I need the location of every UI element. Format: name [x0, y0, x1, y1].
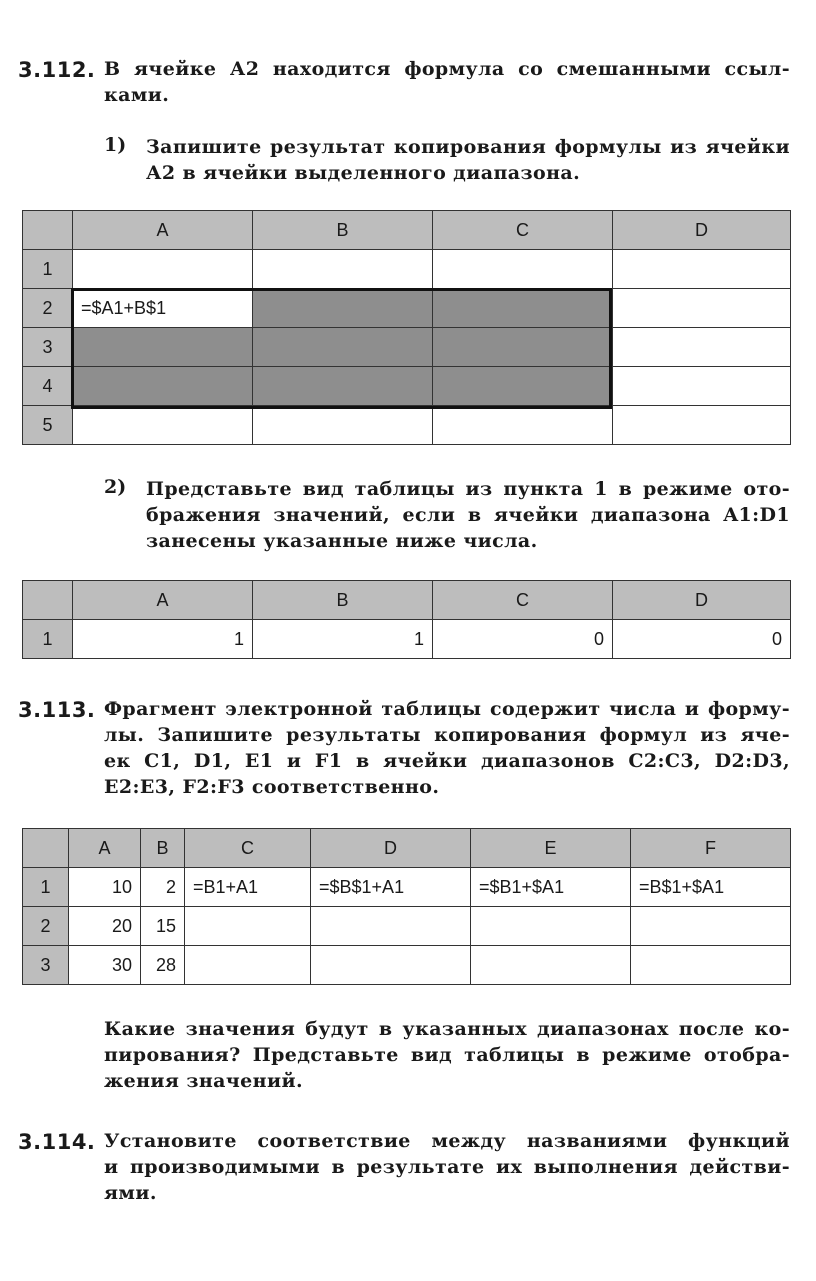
problem-number-3-113: 3.113.: [18, 698, 96, 722]
column-header: A: [73, 211, 253, 250]
selected-cell: [253, 328, 433, 367]
selected-cell: [433, 328, 613, 367]
row-header: 3: [23, 328, 73, 367]
text-line: А2 в ячейки выделенного диапазона.: [146, 162, 581, 184]
text-line: Какие значения будут в указанных диапазонах после ко-: [104, 1018, 790, 1040]
cell: 28: [141, 946, 185, 985]
problem-3-114-text: [104, 1128, 790, 1206]
cell: [613, 250, 791, 289]
row-header: 3: [23, 946, 69, 985]
text-line: ями.: [104, 1182, 157, 1204]
cell: =$B$1+A1: [311, 868, 471, 907]
corner-cell: [23, 581, 73, 620]
column-header: F: [631, 829, 791, 868]
cell: [631, 946, 791, 985]
cell: =B$1+$A1: [631, 868, 791, 907]
cell: 2: [141, 868, 185, 907]
cell: [433, 250, 613, 289]
column-header: C: [433, 211, 613, 250]
cell: [613, 289, 791, 328]
cell: [471, 907, 631, 946]
item-number-1: 1): [104, 134, 127, 156]
spreadsheet-table-3: [22, 828, 791, 985]
cell: [311, 907, 471, 946]
text-line: Установите соответствие между названиями функций: [104, 1130, 790, 1152]
row-header: 2: [23, 289, 73, 328]
column-header: C: [433, 581, 613, 620]
cell: [253, 250, 433, 289]
problem-number-3-112: 3.112.: [18, 58, 96, 82]
item-2-text: [146, 476, 790, 554]
row-header: 2: [23, 907, 69, 946]
text-line: жения значений.: [104, 1070, 303, 1092]
problem-3-113-text: [104, 696, 790, 800]
cell: [613, 406, 791, 445]
cell: [185, 907, 311, 946]
text-line: В ячейке А2 находится формула со смешанными ссыл-: [104, 58, 790, 80]
selected-cell: [253, 367, 433, 406]
text-line: ками.: [104, 84, 170, 106]
row-header: 5: [23, 406, 73, 445]
cell: [311, 946, 471, 985]
selected-cell: [433, 289, 613, 328]
row-header: 1: [23, 620, 73, 659]
selected-cell: [73, 367, 253, 406]
column-header: A: [73, 581, 253, 620]
column-header: C: [185, 829, 311, 868]
cell: 30: [69, 946, 141, 985]
selected-cell: [433, 367, 613, 406]
selected-cell: [73, 328, 253, 367]
problem-number-3-114: 3.114.: [18, 1130, 96, 1154]
text-line: Представьте вид таблицы из пункта 1 в режиме ото-: [146, 478, 790, 500]
cell: [613, 328, 791, 367]
cell: [613, 367, 791, 406]
corner-cell: [23, 829, 69, 868]
column-header: E: [471, 829, 631, 868]
row-header: 1: [23, 868, 69, 907]
text-line: ек C1, D1, E1 и F1 в ячейки диапазонов C2:C3, D2:D3,: [104, 750, 790, 772]
column-header: A: [69, 829, 141, 868]
cell-a2-formula: =$A1+B$1: [73, 289, 253, 328]
value-cell: 0: [433, 620, 613, 659]
value-cell: 0: [613, 620, 791, 659]
cell: =$B1+$A1: [471, 868, 631, 907]
text-line: бражения значений, если в ячейки диапазона A1:D1: [146, 504, 790, 526]
column-header: D: [613, 211, 791, 250]
cell: =B1+A1: [185, 868, 311, 907]
item-1-text: [146, 134, 790, 186]
column-header: B: [141, 829, 185, 868]
column-header: D: [311, 829, 471, 868]
text-line: E2:E3, F2:F3 соответственно.: [104, 776, 440, 798]
problem-3-112-text: [104, 56, 790, 108]
problem-3-113-question: [104, 1016, 790, 1094]
text-line: лы. Запишите результаты копирования формул из яче-: [104, 724, 790, 746]
value-cell: 1: [253, 620, 433, 659]
cell: [73, 250, 253, 289]
cell: [73, 406, 253, 445]
cell: 15: [141, 907, 185, 946]
selected-cell: [253, 289, 433, 328]
value-cell: 1: [73, 620, 253, 659]
text-line: и производимыми в результате их выполнения действи-: [104, 1156, 790, 1178]
cell: [471, 946, 631, 985]
corner-cell: [23, 211, 73, 250]
row-header: 4: [23, 367, 73, 406]
cell: 20: [69, 907, 141, 946]
text-line: Фрагмент электронной таблицы содержит числа и форму-: [104, 698, 790, 720]
column-header: B: [253, 211, 433, 250]
cell: [253, 406, 433, 445]
spreadsheet-table-1: [22, 210, 791, 445]
text-line: занесены указанные ниже числа.: [146, 530, 538, 552]
cell: 10: [69, 868, 141, 907]
text-line: пирования? Представьте вид таблицы в режиме отобра-: [104, 1044, 790, 1066]
text-line: Запишите результат копирования формулы из ячейки: [146, 136, 790, 158]
row-header: 1: [23, 250, 73, 289]
item-number-2: 2): [104, 476, 127, 498]
cell: [631, 907, 791, 946]
column-header: D: [613, 581, 791, 620]
spreadsheet-table-2: [22, 580, 791, 659]
column-header: B: [253, 581, 433, 620]
cell: [433, 406, 613, 445]
cell: [185, 946, 311, 985]
